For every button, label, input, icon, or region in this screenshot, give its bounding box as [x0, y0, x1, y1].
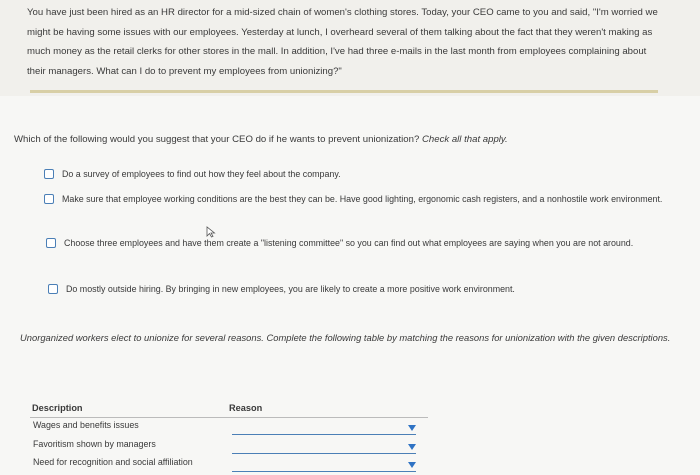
matching-table-header	[30, 403, 428, 418]
row-description: Need for recognition and social affiliation	[33, 457, 193, 467]
dropdown-arrow-icon[interactable]	[408, 444, 416, 450]
table-row	[33, 457, 433, 475]
question-prompt	[14, 134, 674, 145]
option-label: Do a survey of employees to find out how they feel about the company.	[62, 169, 341, 179]
divider	[30, 90, 658, 93]
question-text: Which of the following would you suggest that your CEO do if he wants to prevent unionization?	[14, 134, 420, 145]
column-header-description: Description	[32, 403, 83, 413]
option-outside-hiring[interactable]	[48, 280, 668, 299]
option-label: Do mostly outside hiring. By bringing in new employees, you are likely to create a more positive work environment.	[66, 284, 515, 294]
option-label: Make sure that employee working conditions are the best they can be. Have good lighting, ergonomic cash registers, and a nonhostile work environment.	[62, 194, 663, 204]
reason-dropdown[interactable]	[232, 422, 416, 435]
scenario-text: You have just been hired as an HR director for a mid-sized chain of women's clothing stores. Today, your CEO came to you and said, "I'm worried we might be having some issues with our employees. Yesterday at lunch, I overheard several of them talking about the fact that they weren't making as much money as the retail clerks for other stores in the mall. In addition, I've had three e-mails in the last month from employees complaining about their managers. What can I do to prevent my employees from unionizing?"	[27, 7, 658, 77]
option-label: Choose three employees and have them create a "listening committee" so you can find out what employees are saying when you are not around.	[64, 238, 634, 248]
checkbox[interactable]	[44, 169, 54, 179]
matching-intro: Unorganized workers elect to unionize for several reasons. Complete the following table by matching the reasons for unionization with the given descriptions.	[20, 332, 671, 343]
reason-dropdown[interactable]	[232, 459, 416, 472]
mouse-cursor-icon	[206, 226, 216, 238]
table-row	[33, 420, 433, 438]
reason-dropdown[interactable]	[232, 441, 416, 454]
row-description: Wages and benefits issues	[33, 420, 139, 430]
checkbox[interactable]	[46, 238, 56, 248]
dropdown-arrow-icon[interactable]	[408, 425, 416, 431]
question-instruction: Check all that apply.	[421, 134, 508, 145]
checkbox[interactable]	[48, 284, 58, 294]
column-header-reason: Reason	[229, 403, 263, 413]
checkbox[interactable]	[44, 194, 54, 204]
option-working-conditions[interactable]	[44, 190, 674, 209]
option-listening-committee[interactable]	[46, 234, 686, 253]
table-row	[33, 439, 433, 457]
dropdown-arrow-icon[interactable]	[408, 462, 416, 468]
option-survey[interactable]	[44, 165, 644, 184]
scenario-panel	[0, 0, 700, 96]
row-description: Favoritism shown by managers	[33, 439, 156, 449]
